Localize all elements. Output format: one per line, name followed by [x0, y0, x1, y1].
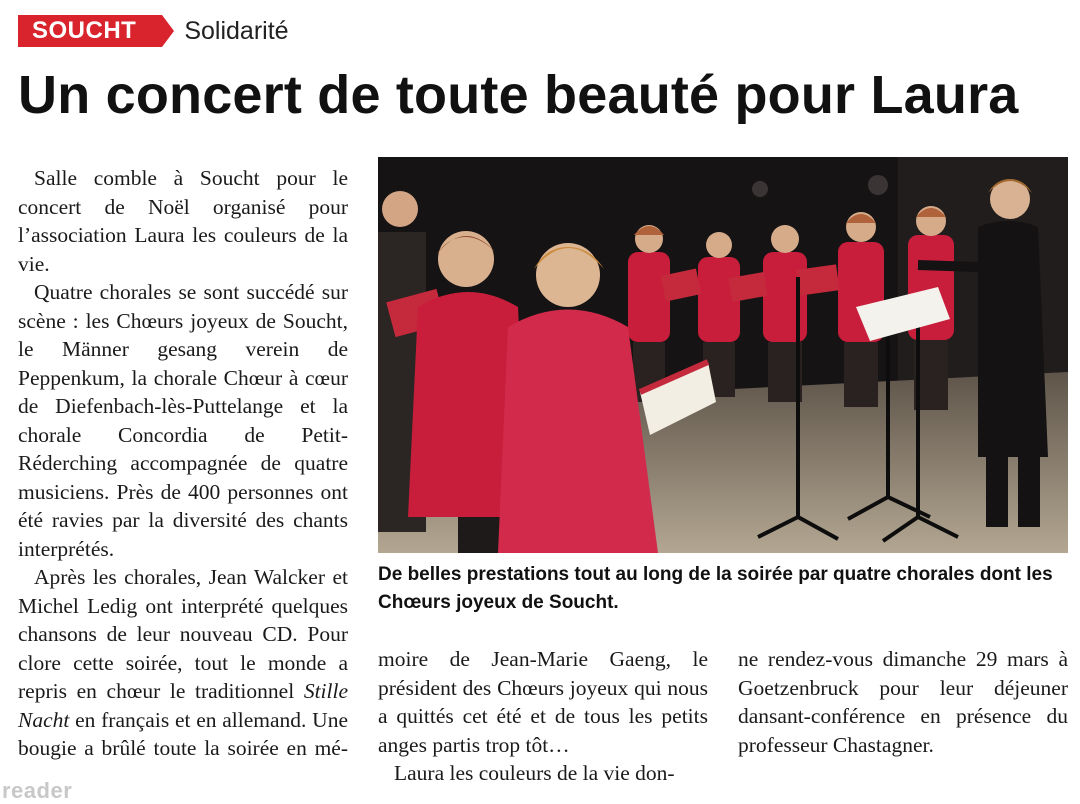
rubric-label: Solidarité	[184, 16, 289, 45]
paragraph-closing	[18, 563, 348, 763]
article-column-1	[18, 164, 348, 763]
section-tag: SOUCHT	[18, 15, 162, 47]
paragraph-tribute: moire de Jean-Marie Gaeng, le président des Chœurs joyeux qui nous a quittés cet été et de tous les petits anges partis trop tôt…	[378, 647, 708, 757]
song-title: Stille Nacht	[18, 679, 348, 732]
concert-photo	[378, 157, 1068, 553]
article-headline: Un concert de toute beauté pour Laura	[18, 65, 1019, 125]
section-header	[18, 14, 289, 48]
paragraph-announcement-end: ne rendez-vous dimanche 29 mars à Goetzenbruck pour leur déjeuner dansant-conférence en présence du professeur Chastagner.	[738, 647, 1068, 757]
paragraph-announcement-start: Laura les couleurs de la vie don-	[394, 761, 675, 785]
paragraph-closing-part-a: Après les chorales, Jean Walcker et Michel Ledig ont interprété quelques chansons de leur nouveau CD. Pour clore cette soirée, tout le monde a repris en chœur le traditionnel	[18, 565, 348, 703]
paragraph-choirs: Quatre chorales se sont succédé sur scène : les Chœurs joyeux de Soucht, le Männer gesang verein de Peppenkum, la chorale Chœur à cœur de Diefenbach-lès-Puttelange et la chorale Concordia de Petit-Réderching accompagnée de quatre musiciens. Près de 400 personnes ont été ravies par la diversité des chants interprétés.	[18, 280, 348, 561]
paragraph-closing-part-b: en français et en allemand. Une bougie a brûlé toute la soirée en mé-	[18, 707, 348, 760]
paragraph-intro: Salle comble à Soucht pour le concert de Noël organisé pour l’association Laura les couleurs de la vie.	[18, 166, 348, 276]
photo-caption: De belles prestations tout au long de la soirée par quatre chorales dont les Chœurs joyeux de Soucht.	[378, 564, 1053, 613]
reader-watermark: reader	[2, 778, 73, 803]
article-column-3	[738, 645, 1068, 759]
article-column-2	[378, 645, 708, 788]
